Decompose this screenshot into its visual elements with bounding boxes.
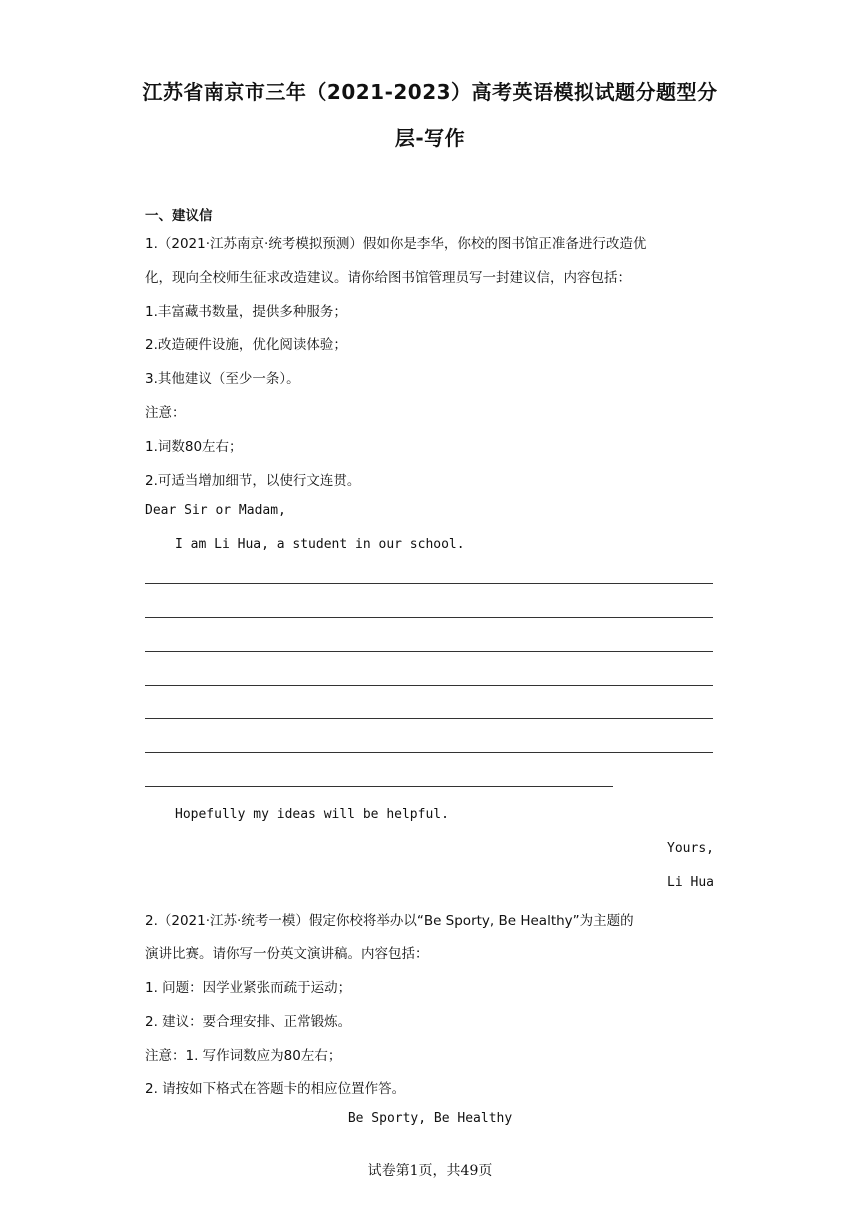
answer-line: [145, 718, 713, 719]
q1-point-1: 1.丰富藏书数量，提供多种服务；: [145, 304, 347, 320]
q1-stem-line-1: 1.（2021·江苏南京·统考模拟预测）假如你是李华，你校的图书馆正准备进行改造优: [145, 236, 647, 252]
q2-point-1: 1. 问题：因学业紧张而疏于运动；: [145, 980, 352, 996]
q1-greeting: Dear Sir or Madam,: [145, 503, 286, 518]
q1-closing-sentence: Hopefully my ideas will be helpful.: [175, 807, 449, 822]
q1-signoff: Yours,: [667, 841, 714, 856]
q2-note-2: 2. 请按如下格式在答题卡的相应位置作答。: [145, 1081, 406, 1097]
q1-note-1: 1.词数80左右；: [145, 439, 243, 455]
q1-opening-sentence: I am Li Hua, a student in our school.: [175, 537, 465, 552]
q2-note-1: 注意：1. 写作词数应为80左右；: [145, 1048, 342, 1064]
answer-line: [145, 583, 713, 584]
document-title-line-1: 江苏省南京市三年（2021-2023）高考英语模拟试题分题型分: [142, 80, 718, 104]
q2-stem-line-2: 演讲比赛。请你写一份英文演讲稿。内容包括：: [145, 946, 429, 962]
q2-speech-title: Be Sporty, Be Healthy: [347, 1111, 513, 1126]
section-heading: 一、建议信: [145, 208, 213, 224]
q1-stem-line-2: 化，现向全校师生征求改造建议。请你给图书馆管理员写一封建议信，内容包括：: [145, 270, 631, 286]
q1-point-3: 3.其他建议（至少一条）。: [145, 371, 300, 387]
answer-line: [145, 651, 713, 652]
q1-note-label: 注意：: [145, 405, 186, 421]
q2-stem-line-1: 2.（2021·江苏·统考一模）假定你校将举办以“Be Sporty, Be Healthy”为主题的: [145, 913, 634, 929]
q1-point-2: 2.改造硬件设施，优化阅读体验；: [145, 337, 347, 353]
answer-line: [145, 617, 713, 618]
answer-line: [145, 786, 613, 787]
q1-signature: Li Hua: [667, 875, 714, 890]
page-footer: 试卷第1页，共49页: [367, 1163, 493, 1179]
q2-point-2: 2. 建议：要合理安排、正常锻炼。: [145, 1014, 352, 1030]
q1-note-2: 2.可适当增加细节，以使行文连贯。: [145, 473, 361, 489]
answer-line: [145, 685, 713, 686]
answer-line: [145, 752, 713, 753]
document-title-line-2: 层-写作: [394, 126, 466, 150]
